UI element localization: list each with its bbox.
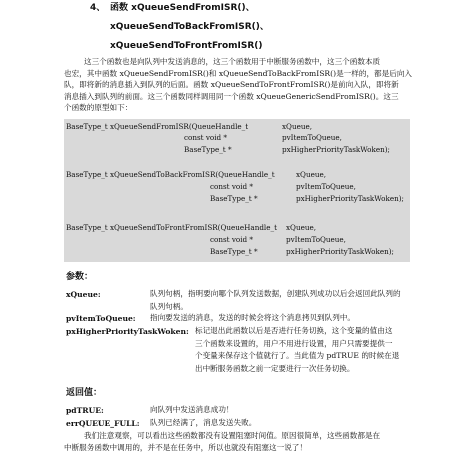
code-type: BaseType_t * bbox=[184, 145, 232, 154]
section-title-line-2: xQueueSendToBackFromISR()、 bbox=[110, 22, 269, 32]
return-term-errqueue-full: errQUEUE_FULL: bbox=[66, 419, 140, 428]
code-param: pxHigherPriorityTaskWoken); bbox=[286, 247, 394, 256]
returns-title: 返回值： bbox=[66, 388, 103, 398]
param-desc-line: 出中断服务函数之前一定要进行一次任务切换。 bbox=[195, 363, 355, 373]
code-param: pvItemToQueue, bbox=[296, 182, 356, 191]
code-type: const void * bbox=[184, 133, 228, 142]
param-term-pvitemtoqueue: pvItemToQueue: bbox=[66, 314, 136, 323]
intro-line-5: 个函数的原型如下： bbox=[64, 103, 133, 112]
code-param: pxHigherPriorityTaskWoken); bbox=[296, 194, 404, 203]
code-param: pvItemToQueue, bbox=[286, 235, 346, 244]
code-type: const void * bbox=[210, 235, 254, 244]
code-param: xQueue, bbox=[282, 122, 312, 131]
code-type: const void * bbox=[210, 182, 254, 191]
param-desc-line: 指向要发送的消息，发送的时候会将这个消息拷贝到队列中。 bbox=[150, 313, 356, 322]
intro-line-1: 这三个函数也是向队列中发送消息的，这三个函数用于中断服务函数中，这三个函数本质 bbox=[84, 57, 381, 66]
return-desc-errqueue-full: 队列已经满了，消息发送失败。 bbox=[150, 418, 257, 427]
return-term-pdtrue: pdTRUE: bbox=[66, 406, 104, 415]
param-term-pxhigherprioritytaskwoken: pxHigherPriorityTaskWoken: bbox=[66, 327, 189, 336]
intro-line-4: 消息插入到队列的前面。这三个函数同样调用同一个函数 xQueueGenericSendFromISR()。这三 bbox=[64, 91, 399, 101]
code-block-send-to-back-from-isr bbox=[64, 159, 410, 212]
outro-paragraph bbox=[64, 430, 410, 453]
section-number: 4、 bbox=[90, 3, 106, 13]
param-desc-line: 标记退出此函数以后是否进行任务切换，这个变量的值由这 bbox=[195, 326, 393, 335]
code-param: xQueue, bbox=[286, 223, 316, 232]
code-type: BaseType_t * bbox=[210, 247, 258, 256]
param-desc-line: 三个函数来设置的，用户不用进行设置，用户只需要提供一 bbox=[195, 338, 393, 348]
section-title-line-1: 函数 xQueueSendFromISR()、 bbox=[110, 3, 255, 13]
param-desc-xqueue bbox=[150, 288, 401, 313]
return-desc-pdtrue: 向队列中发送消息成功！ bbox=[150, 405, 234, 414]
params-title: 参数： bbox=[66, 272, 94, 282]
code-param: pxHigherPriorityTaskWoken); bbox=[282, 145, 390, 154]
code-param: xQueue, bbox=[296, 170, 326, 179]
code-block-send-to-front-from-isr bbox=[64, 212, 410, 262]
section-title-line-3: xQueueSendToFrontFromISR() bbox=[110, 41, 263, 51]
code-signature: BaseType_t xQueueSendToFrontFromISR(QueueHandle_t bbox=[66, 223, 277, 232]
outro-line-1: 我们注意观察，可以看出这些函数都没有设置阻塞时间值。原因很简单，这些函数都是在 bbox=[84, 431, 381, 440]
code-signature: BaseType_t xQueueSendFromISR(QueueHandle_t bbox=[66, 122, 249, 131]
code-param: pvItemToQueue, bbox=[282, 133, 342, 142]
param-desc-line: 个变量来保存这个值就行了。当此值为 pdTRUE 的时候在退 bbox=[195, 351, 400, 360]
param-desc-line: 队列句柄，指明要向哪个队列发送数据，创建队列成功以后会返回此队列的 bbox=[150, 289, 401, 298]
param-desc-pxhigherprioritytaskwoken bbox=[195, 325, 399, 375]
param-term-xqueue: xQueue: bbox=[66, 290, 101, 299]
param-desc-line: 队列句柄。 bbox=[150, 301, 188, 311]
code-type: BaseType_t * bbox=[210, 194, 258, 203]
outro-line-2: 中断服务函数中调用的，并不是在任务中，所以也就没有阻塞这一说了！ bbox=[64, 442, 307, 452]
intro-line-3: 队，即将新的消息插入到队列的后面。函数 xQueueSendToFrontFromISR()是前向入队，即将新 bbox=[64, 80, 399, 89]
code-block-send-from-isr bbox=[64, 119, 410, 159]
intro-paragraph bbox=[64, 56, 413, 114]
intro-line-2: 也宏，其中函数 xQueueSendFromISR()和 xQueueSendToBackFromISR()是一样的，都是后向入 bbox=[64, 68, 413, 78]
code-signature: BaseType_t xQueueSendToBackFromISR(QueueHandle_t bbox=[66, 170, 275, 179]
param-desc-pvitemtoqueue bbox=[150, 312, 355, 325]
